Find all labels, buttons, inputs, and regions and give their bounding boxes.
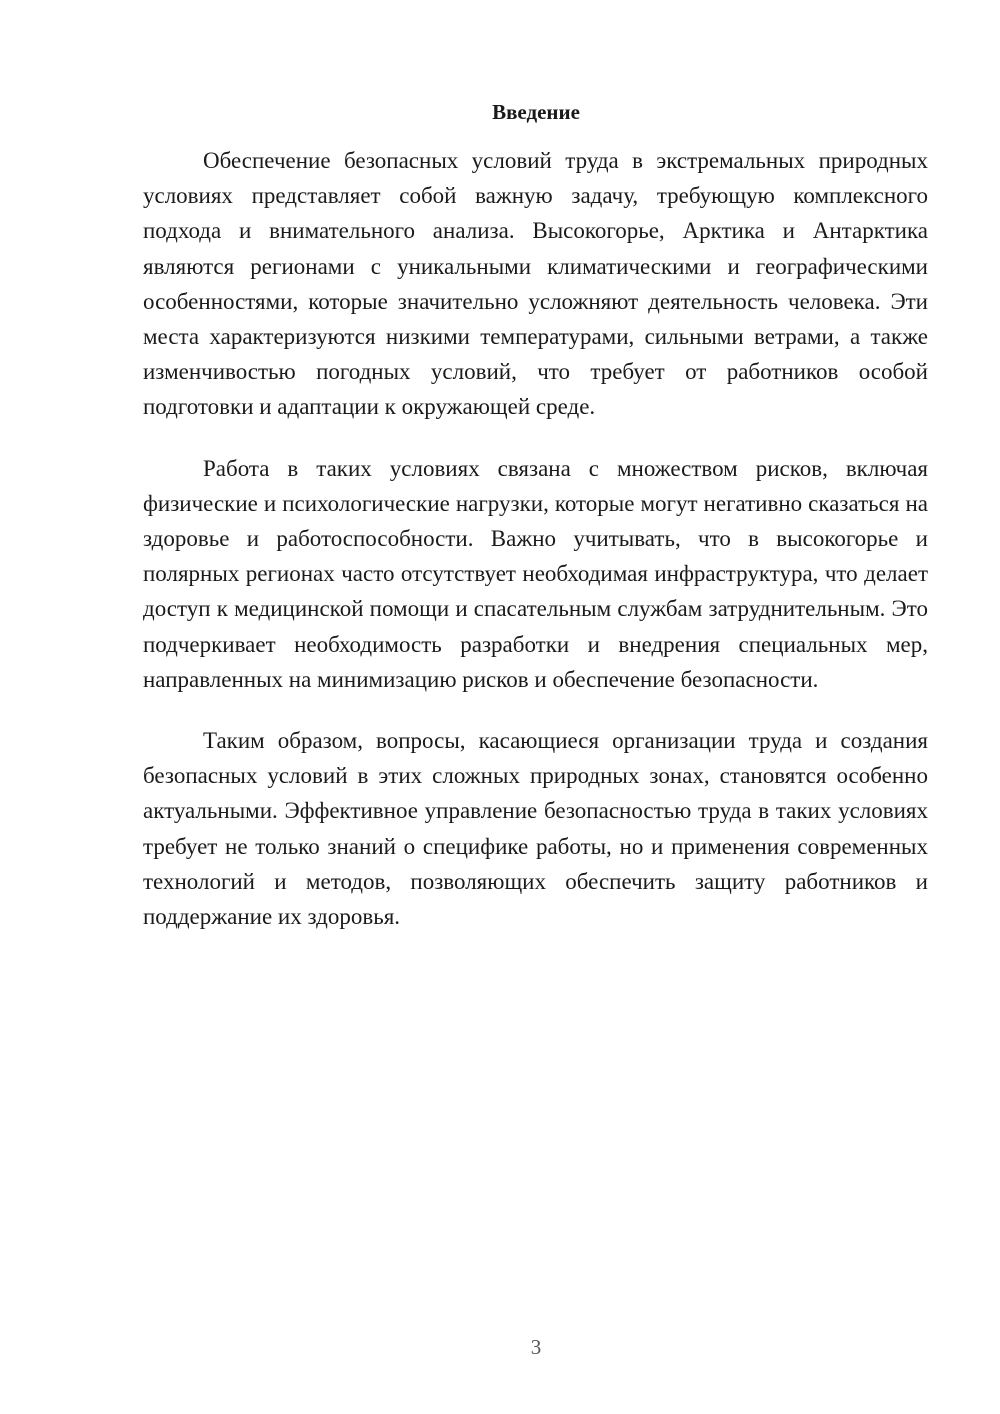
page-number: 3 xyxy=(530,1335,542,1359)
paragraph-1: Обеспечение безопасных условий труда в экстремальных природных условиях представляет собой важную задачу, требующую комплексного подхода и внимательного анализа. Высокогорье, Арктика и Антарктика являются регионами с уникальными климатическими и географическими особенностями, которые значительно усложняют деятельность человека. Эти места характеризуются низкими температурами, сильными ветрами, а также изменчивостью погодных условий, что требует от работников особой подготовки и адаптации к окружающей среде. xyxy=(143,148,928,420)
paragraph-3: Таким образом, вопросы, касающиеся организации труда и создания безопасных условий в этих сложных природных зонах, становятся особенно актуальными. Эффективное управление безопасностью труда в таких условиях требует не только знаний о специфике работы, но и применения современных технологий и методов, позволяющих обеспечить защиту работников и поддержание их здоровья. xyxy=(143,728,928,930)
section-heading: Введение xyxy=(492,100,580,124)
body-text xyxy=(143,143,928,960)
paragraph-2: Работа в таких условиях связана с множеством рисков, включая физические и психологические нагрузки, которые могут негативно сказаться на здоровье и работоспособности. Важно учитывать, что в высокогорье и полярных регионах часто отсутствует необходимая инфраструктура, что делает доступ к медицинской помощи и спасательным службам затруднительным. Это подчеркивает необходимость разработки и внедрения специальных мер, направленных на минимизацию рисков и обеспечение безопасности. xyxy=(143,455,928,692)
